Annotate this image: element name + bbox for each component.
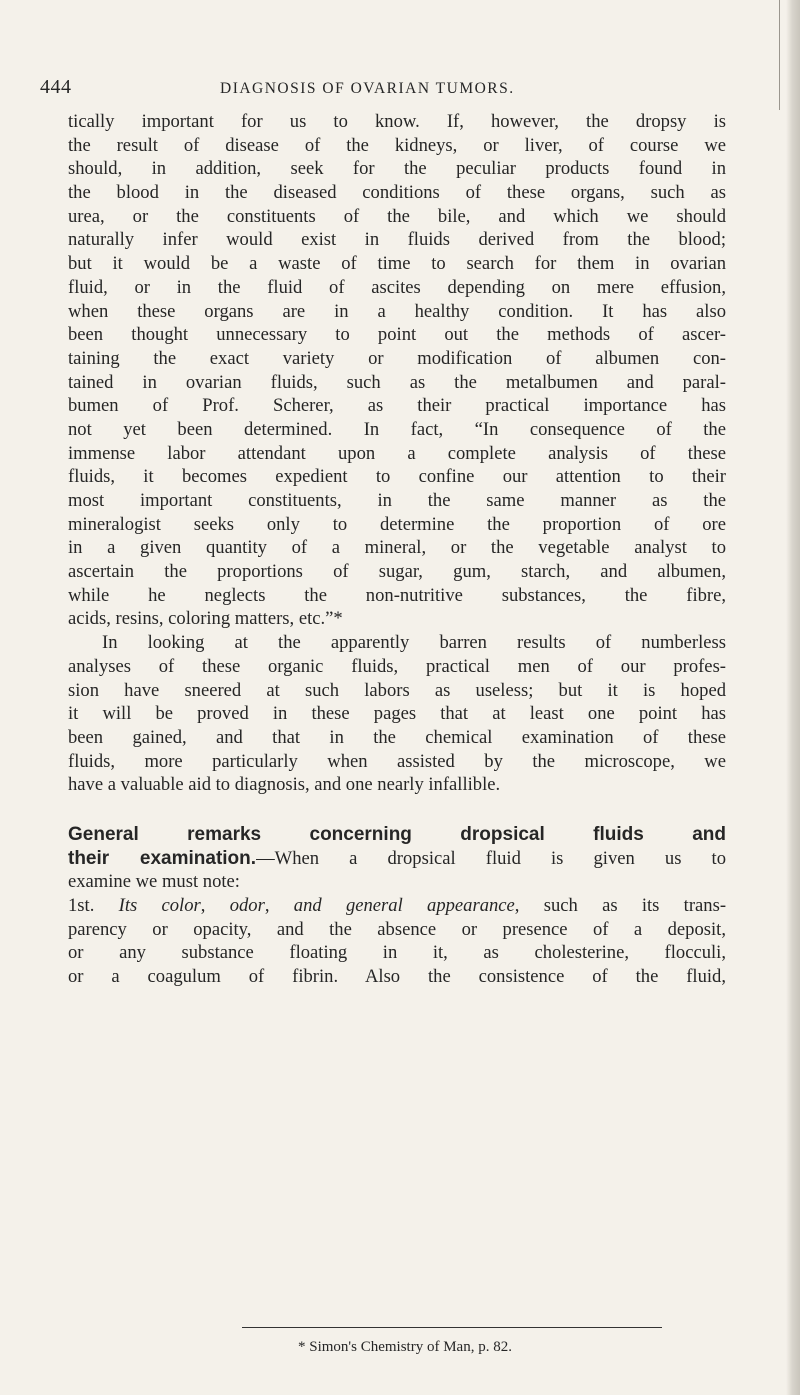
- text-run: , such as its trans-: [514, 895, 727, 916]
- running-head: DIAGNOSIS OF OVARIAN TUMORS.: [220, 80, 515, 97]
- text-line: parency or opacity, and the absence or presence of a deposit,: [68, 918, 726, 940]
- text-line: tained in ovarian fluids, such as the metalbumen and paral-: [68, 371, 726, 393]
- text-line: fluids, more particularly when assisted by the microscope, we: [68, 750, 726, 772]
- list-number: 1st.: [68, 895, 95, 916]
- text-line: acids, resins, coloring matters, etc.”*: [68, 608, 343, 630]
- page-number: 444: [40, 76, 72, 98]
- text-line: been gained, and that in the chemical examination of these: [68, 726, 726, 748]
- section-gap: [68, 797, 726, 823]
- italic-term: Its color: [118, 895, 201, 916]
- section-heading: General remarks concerning dropsical fluids and: [68, 823, 726, 845]
- text-line: [68, 894, 726, 918]
- text-line: naturally infer would exist in fluids derived from the blood;: [68, 229, 726, 251]
- text-line: fluids, it becomes expedient to confine our attention to their: [68, 466, 726, 488]
- text-line: it will be proved in these pages that at least one point has: [68, 703, 726, 725]
- text-line: but it would be a waste of time to search for them in ovarian: [68, 253, 726, 275]
- text-line: or a coagulum of fibrin. Also the consistence of the fluid,: [68, 966, 726, 988]
- italic-term: and general appearance: [293, 895, 515, 916]
- scan-edge-line: [779, 0, 780, 110]
- text-line: while he neglects the non-nutritive substances, the fibre,: [68, 584, 726, 606]
- text-line: examine we must note:: [68, 871, 240, 893]
- text-line: sion have sneered at such labors as useless; but it is hoped: [68, 679, 726, 701]
- text-line: when these organs are in a healthy condition. It has also: [68, 300, 726, 322]
- footnote-rule: [242, 1327, 662, 1328]
- text-line: immense labor attendant upon a complete analysis of these: [68, 442, 726, 464]
- text-line: been thought unnecessary to point out the methods of ascer-: [68, 324, 726, 346]
- text-run: ,: [200, 895, 230, 916]
- text-line: not yet been determined. In fact, “In consequence of the: [68, 418, 726, 440]
- text-run: —When a dropsical fluid is given us to: [256, 847, 726, 869]
- text-line: analyses of these organic fluids, practical men of our profes-: [68, 655, 726, 677]
- text-line: In looking at the apparently barren results of numberless: [102, 632, 726, 654]
- text-line: the blood in the diseased conditions of these organs, such as: [68, 182, 726, 204]
- footnote: * Simon's Chemistry of Man, p. 82.: [298, 1339, 512, 1355]
- text-line: or any substance floating in it, as cholesterine, flocculi,: [68, 942, 726, 964]
- text-line: mineralogist seeks only to determine the proportion of ore: [68, 513, 726, 535]
- text-line: have a valuable aid to diagnosis, and one nearly infallible.: [68, 774, 501, 796]
- text-line: [68, 847, 726, 871]
- italic-term: odor: [229, 895, 265, 916]
- text-line: taining the exact variety or modification of albumen con-: [68, 347, 726, 369]
- scan-edge: [786, 0, 800, 1395]
- text-line: bumen of Prof. Scherer, as their practical importance has: [68, 395, 726, 417]
- text-line: ascertain the proportions of sugar, gum, starch, and albumen,: [68, 561, 726, 583]
- text-line: in a given quantity of a mineral, or the vegetable analyst to: [68, 537, 726, 559]
- text-line: most important constituents, in the same manner as the: [68, 490, 726, 511]
- section-heading-line: [68, 823, 726, 847]
- body-text: [68, 110, 726, 989]
- text-line: tically important for us to know. If, however, the dropsy is: [68, 111, 726, 132]
- text-run: ,: [264, 895, 294, 916]
- text-line: fluid, or in the fluid of ascites depending on mere effusion,: [68, 276, 726, 298]
- text-line: should, in addition, seek for the peculiar products found in: [68, 158, 726, 180]
- text-line: urea, or the constituents of the bile, and which we should: [68, 205, 726, 227]
- section-heading-continued: their examination.: [68, 847, 257, 869]
- text-line: the result of disease of the kidneys, or liver, of course we: [68, 134, 726, 156]
